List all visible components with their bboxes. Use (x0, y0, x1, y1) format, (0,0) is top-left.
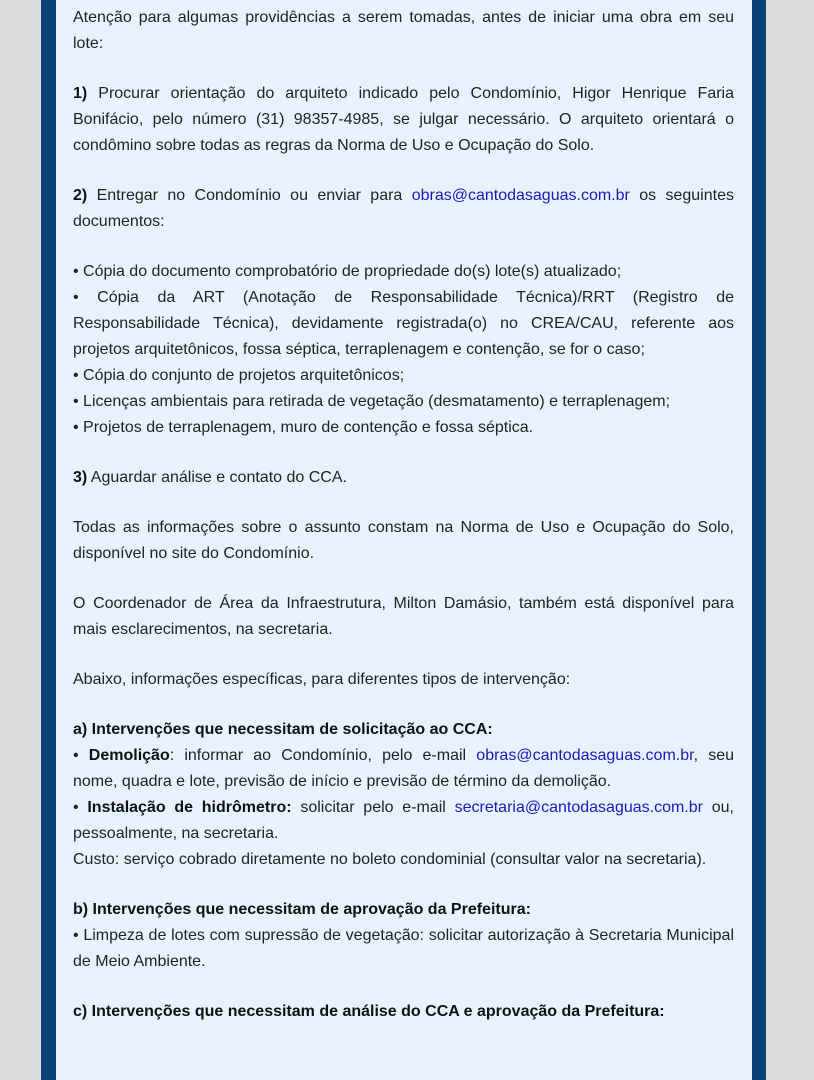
coordenador-info: O Coordenador de Área da Infraestrutura, Milton Damásio, também está disponível para mais esclarecimentos, na secretaria. (73, 595, 734, 638)
demolicao-text: : informar ao Condomínio, pelo e-mail (169, 747, 467, 764)
bullet: • (73, 747, 79, 764)
limpeza-item: • Limpeza de lotes com supressão de vegetação: solicitar autorização à Secretaria Municipal de Meio Ambiente. (73, 927, 734, 970)
intro-text: Atenção para algumas providências a serem tomadas, antes de iniciar uma obra em seu lote: (73, 9, 734, 52)
document-item: • Projetos de terraplenagem, muro de contenção e fossa séptica. (73, 419, 534, 436)
step-1-text: Procurar orientação do arquiteto indicado pelo Condomínio, Higor Henrique Faria Bonifácio, pelo número (31) 98357-4985, se julgar necessário. O arquiteto orientará o condômino sobre todas as regras da Norma de Uso e Ocupação do Solo. (73, 85, 734, 154)
secretaria-email-link[interactable]: secretaria@cantodasaguas.com.br (454, 799, 703, 816)
step-1-number: 1) (73, 85, 88, 102)
demolicao-label: Demolição (88, 747, 170, 764)
step-3-number: 3) (73, 469, 88, 486)
demolicao-item (73, 743, 734, 795)
step-2 (73, 183, 734, 235)
section-c-heading: c) Intervenções que necessitam de análise do CCA e aprovação da Prefeitura: (73, 1003, 665, 1020)
section-a-heading: a) Intervenções que necessitam de solicitação ao CCA: (73, 721, 493, 738)
hidrometro-item (73, 795, 734, 847)
hidrometro-text-after: ou, pessoalmente, na secretaria. (73, 799, 734, 842)
custo-text: Custo: serviço cobrado diretamente no boleto condominial (consultar valor na secretaria). (73, 851, 707, 868)
document-item: • Cópia do documento comprobatório de propriedade do(s) lote(s) atualizado; (73, 263, 622, 280)
document-item: • Licenças ambientais para retirada de vegetação (desmatamento) e terraplenagem; (73, 393, 671, 410)
hidrometro-text: solicitar pelo e-mail (300, 799, 446, 816)
demolicao-text-after: , seu nome, quadra e lote, previsão de início e previsão de término da demolição. (73, 747, 734, 790)
step-2-number: 2) (73, 187, 88, 204)
abaixo-text: Abaixo, informações específicas, para diferentes tipos de intervenção: (73, 671, 571, 688)
demolicao-email-link[interactable]: obras@cantodasaguas.com.br (476, 747, 694, 764)
step-2-text: Entregar no Condomínio ou enviar para (96, 187, 403, 204)
step-3 (73, 465, 734, 491)
step-3-text: Aguardar análise e contato do CCA. (90, 469, 347, 486)
norma-info: Todas as informações sobre o assunto constam na Norma de Uso e Ocupação do Solo, disponível no site do Condomínio. (73, 519, 734, 562)
step-1 (73, 81, 734, 159)
bullet: • (73, 799, 79, 816)
document-item: • Cópia da ART (Anotação de Responsabilidade Técnica)/RRT (Registro de Responsabilidade Técnica), devidamente registrada(o) no CREA/CAU, referente aos projetos arquitetônicos, fossa séptica, terraplenagem e contenção, se for o caso; (73, 289, 734, 358)
section-b-heading: b) Intervenções que necessitam de aprovação da Prefeitura: (73, 901, 531, 918)
document-item: • Cópia do conjunto de projetos arquitetônicos; (73, 367, 405, 384)
obras-email-link[interactable]: obras@cantodasaguas.com.br (411, 187, 630, 204)
article-body (73, 5, 734, 1025)
step-2-text-after: os seguintes documentos: (73, 187, 734, 230)
hidrometro-label: Instalação de hidrômetro: (87, 799, 292, 816)
